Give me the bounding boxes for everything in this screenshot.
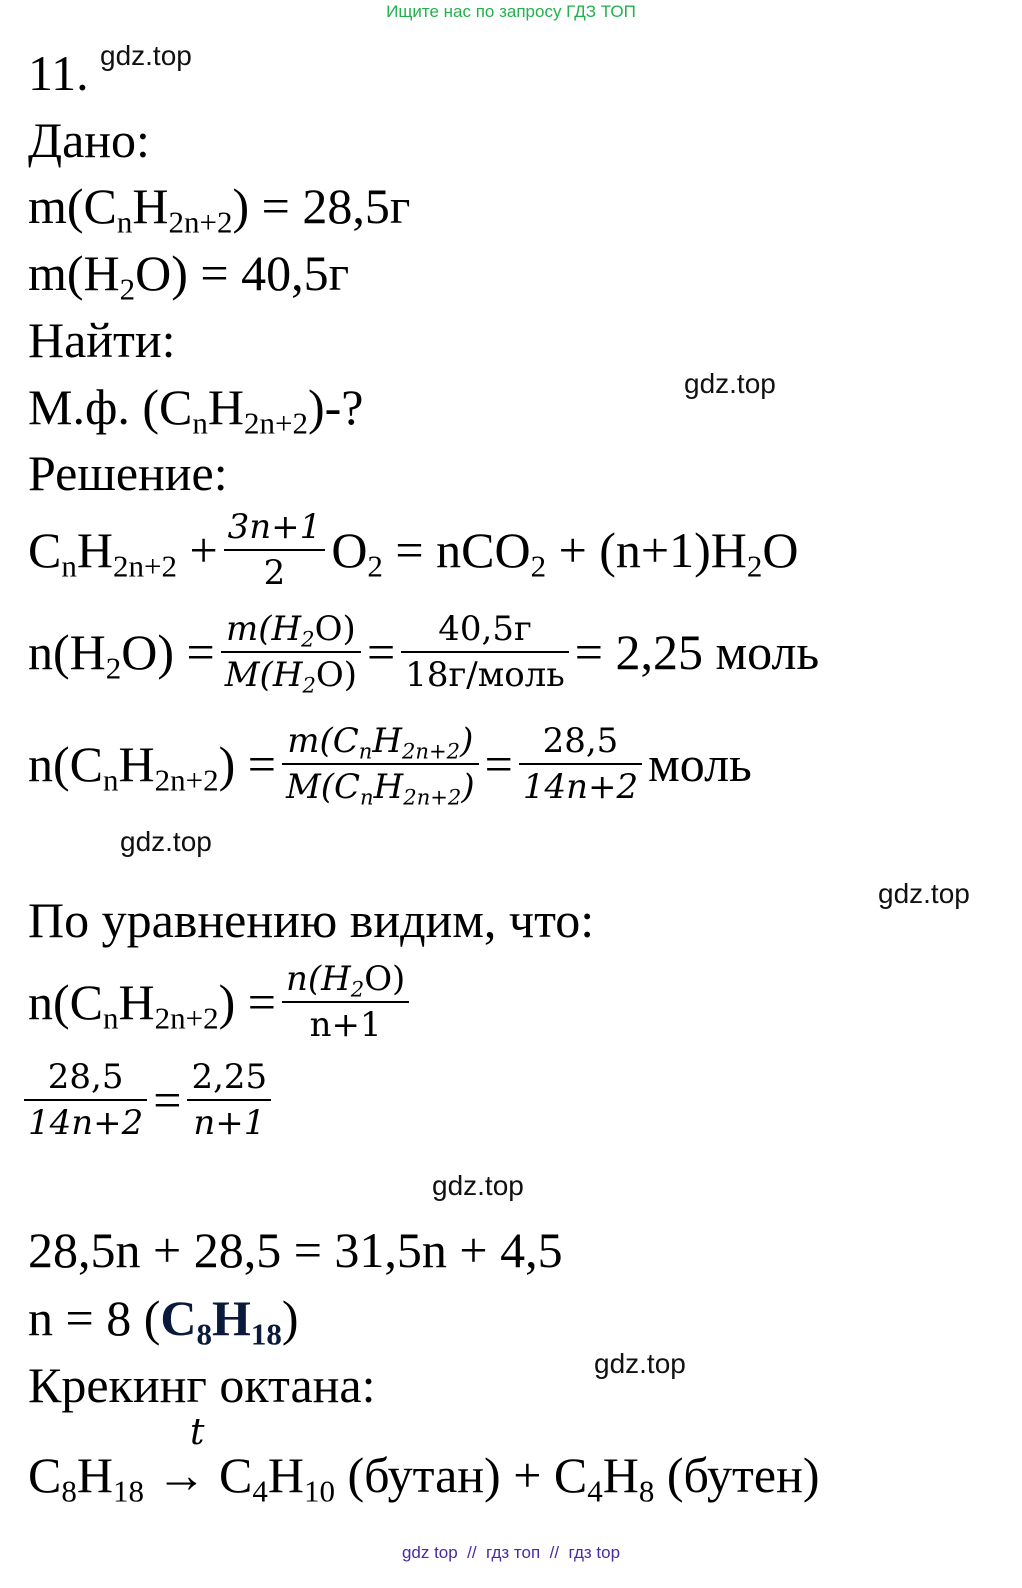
combustion-equation: $C_nH_{2n+2}$ + $\frac{3n+1}{2}$ $O_2 = nCO_2 + (n+1)H_2O$ [28,506,799,593]
oxygen-coefficient: $\frac{3n+1}{2}$ [224,508,326,592]
water-moles-equation: $n(H_2O)$ = $\frac{m(H_2O)}{M(H_2O)}$ = $\frac{40,5г}{\text{18г/моль}}$ = 2,25 моль [28,608,820,698]
proportion-equation: $\frac{28,5}{14n+2}$ = $\frac{2,25}{n+1}$ [24,1050,271,1150]
linear-equation: 28,5n + 28,5 = 31,5n + 4,5 [28,1222,563,1278]
given-mass-water: $m(H_2O) = 40,5г$ [28,245,350,307]
watermark: gdz.top [684,368,776,399]
given-mass-alkane: $m(C_nH_{2n+2}) = 28,5г$ [28,178,411,240]
alkane-moles-equation: $n(C_nH_{2n+2})$ = $\frac{m(C_nH_{2n+2})}{M(C_nH_{2n+2})}$ = $\frac{28,5}{14n+2}$ моль [28,720,752,810]
solution-label: Решение: [28,445,228,501]
problem-number: 11. [28,45,89,101]
watermark: gdz.top [878,878,970,909]
cracking-reaction: $C_8H_{18} \to C_4H_{10}$ (бутан) + $C_4H_8$ (бутен) [28,1447,820,1509]
find-target: М.ф. $(C_nH_{2n+2})-$? [28,379,364,441]
watermark: gdz.top [100,40,192,71]
equation-note: По уравнению видим, что: [28,892,595,948]
cracking-label: Крекинг октана: [28,1357,376,1413]
answer-formula: $C_8H_{18}$ [160,1290,282,1352]
given-label: Дано: [28,112,150,168]
find-label: Найти: [28,312,176,368]
watermark: gdz.top [432,1170,524,1201]
answer: n = 8 $(C_8H_{18})$ [28,1290,299,1352]
watermark: gdz.top [120,826,212,857]
ratio-equation: $n(C_nH_{2n+2})$ = $\frac{n(H_2O)}{n+1}$ [28,952,415,1052]
watermark: gdz.top [594,1348,686,1379]
reaction-condition: t [190,1412,205,1453]
footer-links[interactable]: gdz top // гдз топ // гдз top [401,1543,621,1562]
header-search-hint[interactable]: Ищите нас по запросу ГДЗ ТОП [386,2,636,21]
